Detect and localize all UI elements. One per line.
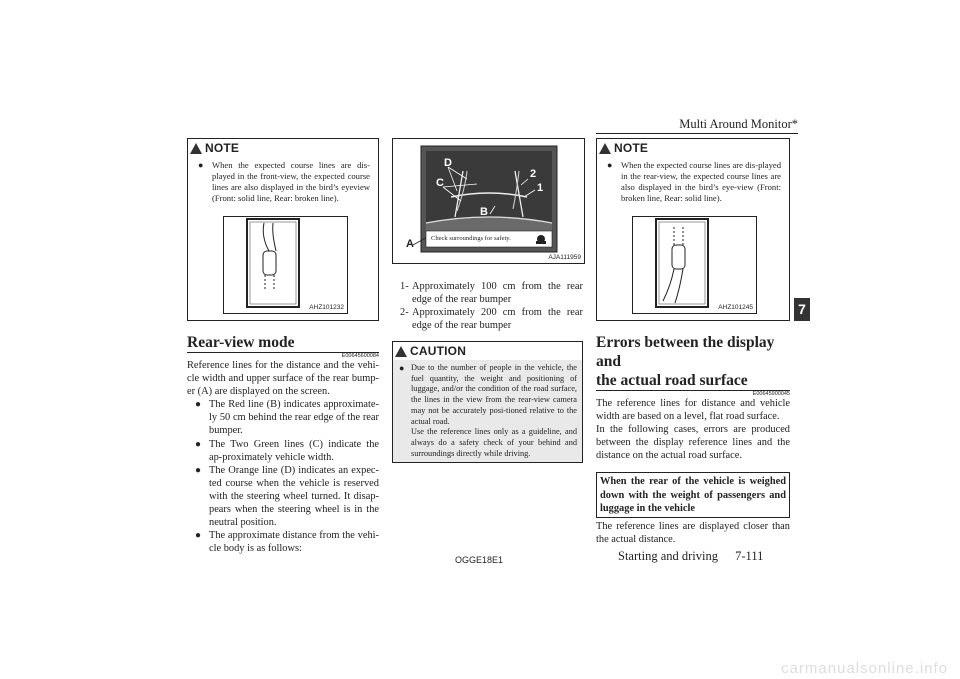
section-title-line-1: Errors between the display and xyxy=(596,334,775,370)
figure-code: AJA111959 xyxy=(548,254,581,261)
list-item xyxy=(392,280,583,306)
list-number: 2- xyxy=(400,307,409,319)
warning-triangle-icon xyxy=(190,143,202,154)
bullet-icon: ● xyxy=(195,399,202,411)
condition-box: When the rear of the vehicle is weighed down with the weight of passengers and luggage in the vehicle xyxy=(596,472,790,517)
section-title: Rear-view mode xyxy=(187,334,295,351)
note-text: When the expected course lines are dis-played in the front-view, the expected course lines are also displayed in the bird’s eyeview (Front: solid line, Rear: broken line). xyxy=(212,160,370,203)
note-item xyxy=(597,157,789,204)
label-b: B xyxy=(480,206,488,218)
distance-list xyxy=(392,280,583,332)
footer-page-number: 7-111 xyxy=(735,549,764,563)
bullet-text: The approximate distance from the vehi-cle body is as follows: xyxy=(209,530,379,555)
paragraph: The reference lines are displayed closer than the actual distance. xyxy=(596,520,790,545)
bullet-icon: ● xyxy=(195,438,202,450)
list-text: Approximately 200 cm from the rear edge of the rear bumper xyxy=(412,307,583,332)
note-badge xyxy=(599,141,648,155)
bullet-item xyxy=(187,398,379,437)
rear-view-figure xyxy=(392,138,585,264)
bullet-icon: ● xyxy=(399,363,405,373)
birdseye-figure-left xyxy=(223,216,348,314)
warning-triangle-icon xyxy=(599,143,611,154)
section-errors xyxy=(596,333,790,546)
caution-text: Use the reference lines only as a guideline, and always do a safety check of your behind and surroundings directly while driving. xyxy=(411,427,577,458)
bullet-text: The Two Green lines (C) indicate the ap-proximately vehicle width. xyxy=(209,438,379,463)
note-box-right xyxy=(596,138,790,321)
section-code: E00645600084 xyxy=(341,353,379,359)
bullet-icon: ● xyxy=(195,530,202,542)
chapter-tab: 7 xyxy=(794,298,810,321)
footer-section: Starting and driving xyxy=(618,549,718,563)
bullet-item xyxy=(187,464,379,529)
list-number: 1- xyxy=(400,281,409,292)
bullet-item xyxy=(187,438,379,464)
screen-message: Check surroundings for safety. xyxy=(431,235,511,242)
list-item xyxy=(392,306,583,332)
note-header xyxy=(188,139,378,157)
note-label: NOTE xyxy=(205,141,240,155)
note-badge xyxy=(190,141,239,155)
note-header xyxy=(597,139,789,157)
bullet-item xyxy=(187,529,379,555)
note-label: NOTE xyxy=(614,141,649,155)
section-intro: Reference lines for the distance and the vehi-cle width and upper surface of the rear bump-er (A) are displayed on the screen. xyxy=(187,360,379,398)
bullet-icon: ● xyxy=(195,464,202,476)
label-one: 1 xyxy=(537,182,544,194)
note-item xyxy=(188,157,378,204)
bullet-text: The Red line (B) indicates approximate-ly 50 cm behind the rear edge of the rear bumper. xyxy=(209,399,379,437)
birdseye-illustration xyxy=(633,217,756,313)
birdseye-figure-right xyxy=(632,216,757,314)
section-code: E00645900045 xyxy=(752,391,790,397)
label-c: C xyxy=(436,177,444,189)
note-text: When the expected course lines are dis-played in the rear-view, the expected course lines are also displayed in the bird’s eye-view (Front: broken line, Rear: solid line). xyxy=(621,160,781,203)
note-box-left xyxy=(187,138,379,321)
caution-item xyxy=(393,360,582,459)
caution-label: CAUTION xyxy=(410,344,467,358)
paragraph: In the following cases, errors are produced between the display reference lines and the distance on the actual road surface. xyxy=(596,424,790,462)
section-rear-view xyxy=(187,333,379,555)
running-header: Multi Around Monitor* xyxy=(679,117,798,131)
footer-page-info xyxy=(618,549,763,564)
rear-view-screen xyxy=(393,139,584,263)
header-rule xyxy=(596,133,798,134)
figure-code: AHZ101232 xyxy=(309,304,344,311)
caution-header xyxy=(393,342,582,360)
footer-doc-code: OGGE18E1 xyxy=(455,555,504,565)
paragraph: The reference lines for distance and vehicle width are based on a level, flat road surface. xyxy=(596,398,790,423)
bullet-icon: ● xyxy=(607,160,613,170)
bullet-icon: ● xyxy=(198,160,204,170)
list-text: Approximately 100 cm from the rear edge of the rear bumper xyxy=(412,281,583,306)
section-title-line-2: the actual road surface xyxy=(596,372,748,389)
caution-badge xyxy=(395,344,466,358)
caution-box xyxy=(392,341,583,463)
figure-code: AHZ101245 xyxy=(718,304,753,311)
label-two: 2 xyxy=(530,168,537,180)
label-d: D xyxy=(444,157,452,169)
warning-triangle-icon xyxy=(395,346,407,357)
caution-text: Due to the number of people in the vehicle, the fuel quantity, the weight and positioning of luggage, and/or the condition of the road surface, the lines in the view from the rear-view camera may not be accurately posi-tioned relative to the actual road. xyxy=(411,363,577,426)
bullet-text: The Orange line (D) indicates an expec-ted course when the vehicle is reserved with the steering wheel turned. It disap-pears when the steering wheel is in the neutral position. xyxy=(209,464,379,529)
label-a: A xyxy=(406,238,414,250)
birdseye-illustration xyxy=(224,217,347,313)
watermark: carmanualsonline.info xyxy=(781,660,948,677)
